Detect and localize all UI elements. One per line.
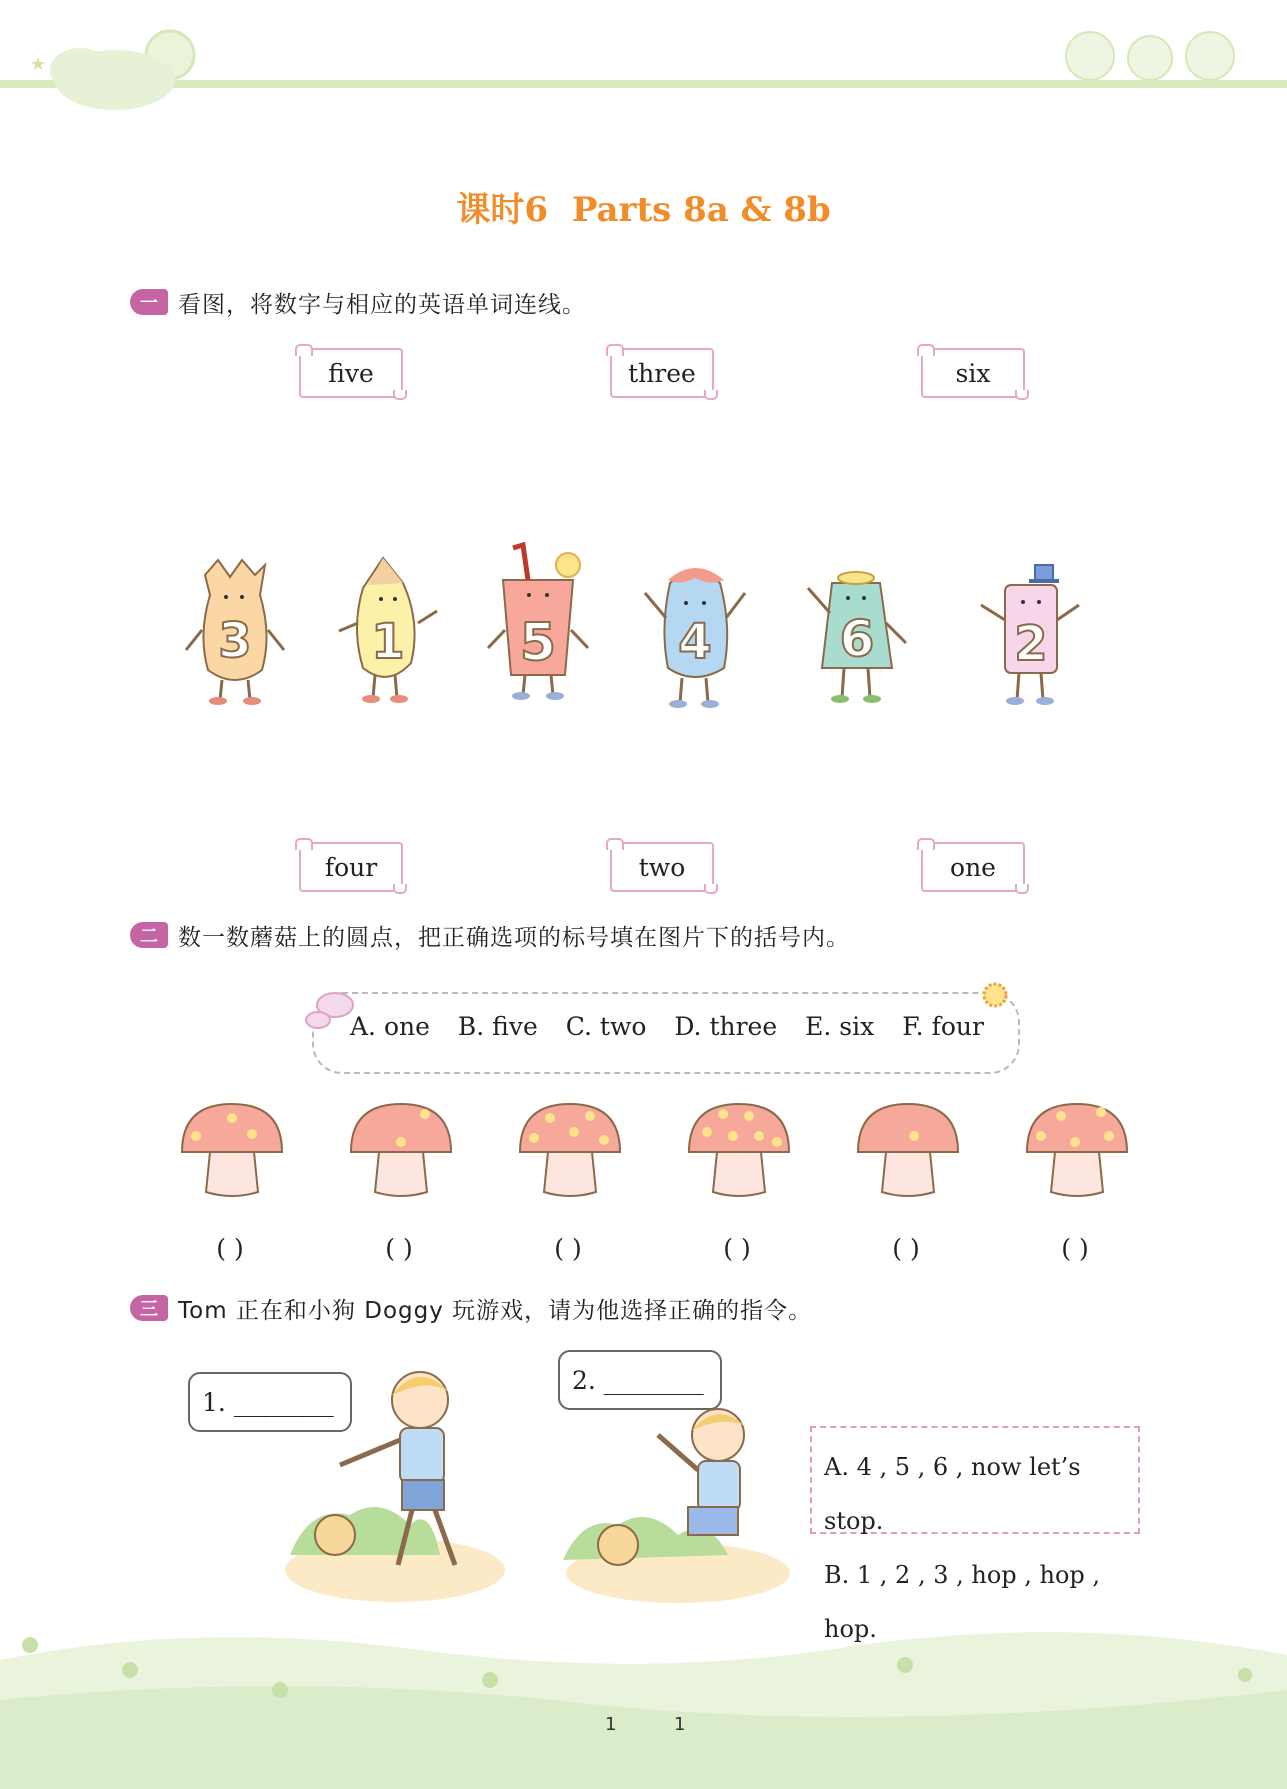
parts-label: Parts 8a & 8b [571, 190, 831, 230]
word-tag-five: five [299, 348, 403, 398]
number-5-character [483, 540, 593, 700]
cloud-sun-decoration [20, 10, 210, 110]
word-tag-six: six [921, 348, 1025, 398]
svg-text:2: 2 [1014, 616, 1048, 672]
answer-blank-6[interactable]: ( ) [1061, 1234, 1089, 1263]
option-c: C. two [565, 1012, 647, 1041]
mushroom-1 [180, 1102, 284, 1202]
answer-blank-1[interactable]: ( ) [216, 1234, 244, 1263]
page-number-1: 1 [605, 1714, 617, 1735]
svg-text:3: 3 [218, 613, 252, 669]
svg-text:6: 6 [839, 610, 875, 668]
grass-footer-decoration [0, 1620, 1287, 1789]
mushroom-5 [856, 1102, 960, 1202]
choices-box [810, 1426, 1140, 1643]
svg-text:1: 1 [371, 614, 405, 670]
page-number-2: 1 [674, 1714, 686, 1735]
choice-a: A. 4 , 5 , 6 , now let’s stop. [824, 1453, 1081, 1535]
number-1-character [333, 553, 443, 703]
section-1-heading [130, 285, 586, 319]
options-row [350, 1012, 984, 1041]
lesson-label: 课时6 [456, 190, 549, 230]
mushroom-3 [518, 1102, 622, 1202]
section-2-heading [130, 918, 850, 952]
boy-dog-illustration-2 [558, 1395, 798, 1605]
svg-text:4: 4 [678, 614, 712, 670]
answer-blank-5[interactable]: ( ) [892, 1234, 920, 1263]
word-tag-two: two [610, 842, 714, 892]
animal-faces-decoration [1060, 20, 1260, 84]
option-b: B. five [457, 1012, 538, 1041]
speech-bubble-1[interactable]: 1. ________ [188, 1372, 352, 1432]
section-badge: 二 [130, 922, 168, 948]
number-4-character [640, 558, 750, 708]
number-3-character [180, 555, 290, 705]
word-tag-four: four [299, 842, 403, 892]
section-badge: 三 [130, 1295, 168, 1321]
section-3-heading [130, 1291, 812, 1325]
option-e: E. six [805, 1012, 875, 1041]
answer-blank-3[interactable]: ( ) [554, 1234, 582, 1263]
section-instruction: Tom 正在和小狗 Doggy 玩游戏，请为他选择正确的指令。 [178, 1297, 813, 1324]
mushroom-4 [687, 1102, 791, 1202]
option-f: F. four [902, 1012, 984, 1041]
answer-blank-4[interactable]: ( ) [723, 1234, 751, 1263]
section-badge: 一 [130, 289, 168, 315]
mushroom-2 [349, 1102, 453, 1202]
page-title [0, 182, 1287, 231]
sun-icon [975, 975, 1015, 1015]
svg-text:★: ★ [30, 54, 47, 75]
choice-b: B. 1 , 2 , 3 , hop , hop , hop. [824, 1561, 1101, 1643]
speech-bubble-2[interactable]: 2. ________ [558, 1350, 722, 1410]
number-6-character [800, 558, 910, 708]
option-a: A. one [350, 1012, 430, 1041]
section-instruction: 看图，将数字与相应的英语单词连线。 [178, 291, 586, 318]
option-d: D. three [674, 1012, 778, 1041]
word-tag-one: one [921, 842, 1025, 892]
word-tag-three: three [610, 348, 714, 398]
mushroom-6 [1025, 1102, 1129, 1202]
svg-text:5: 5 [519, 613, 557, 673]
section-instruction: 数一数蘑菇上的圆点，把正确选项的标号填在图片下的括号内。 [178, 924, 850, 951]
answer-blank-2[interactable]: ( ) [385, 1234, 413, 1263]
boy-dog-illustration-1 [280, 1355, 510, 1605]
number-2-character [975, 560, 1085, 710]
